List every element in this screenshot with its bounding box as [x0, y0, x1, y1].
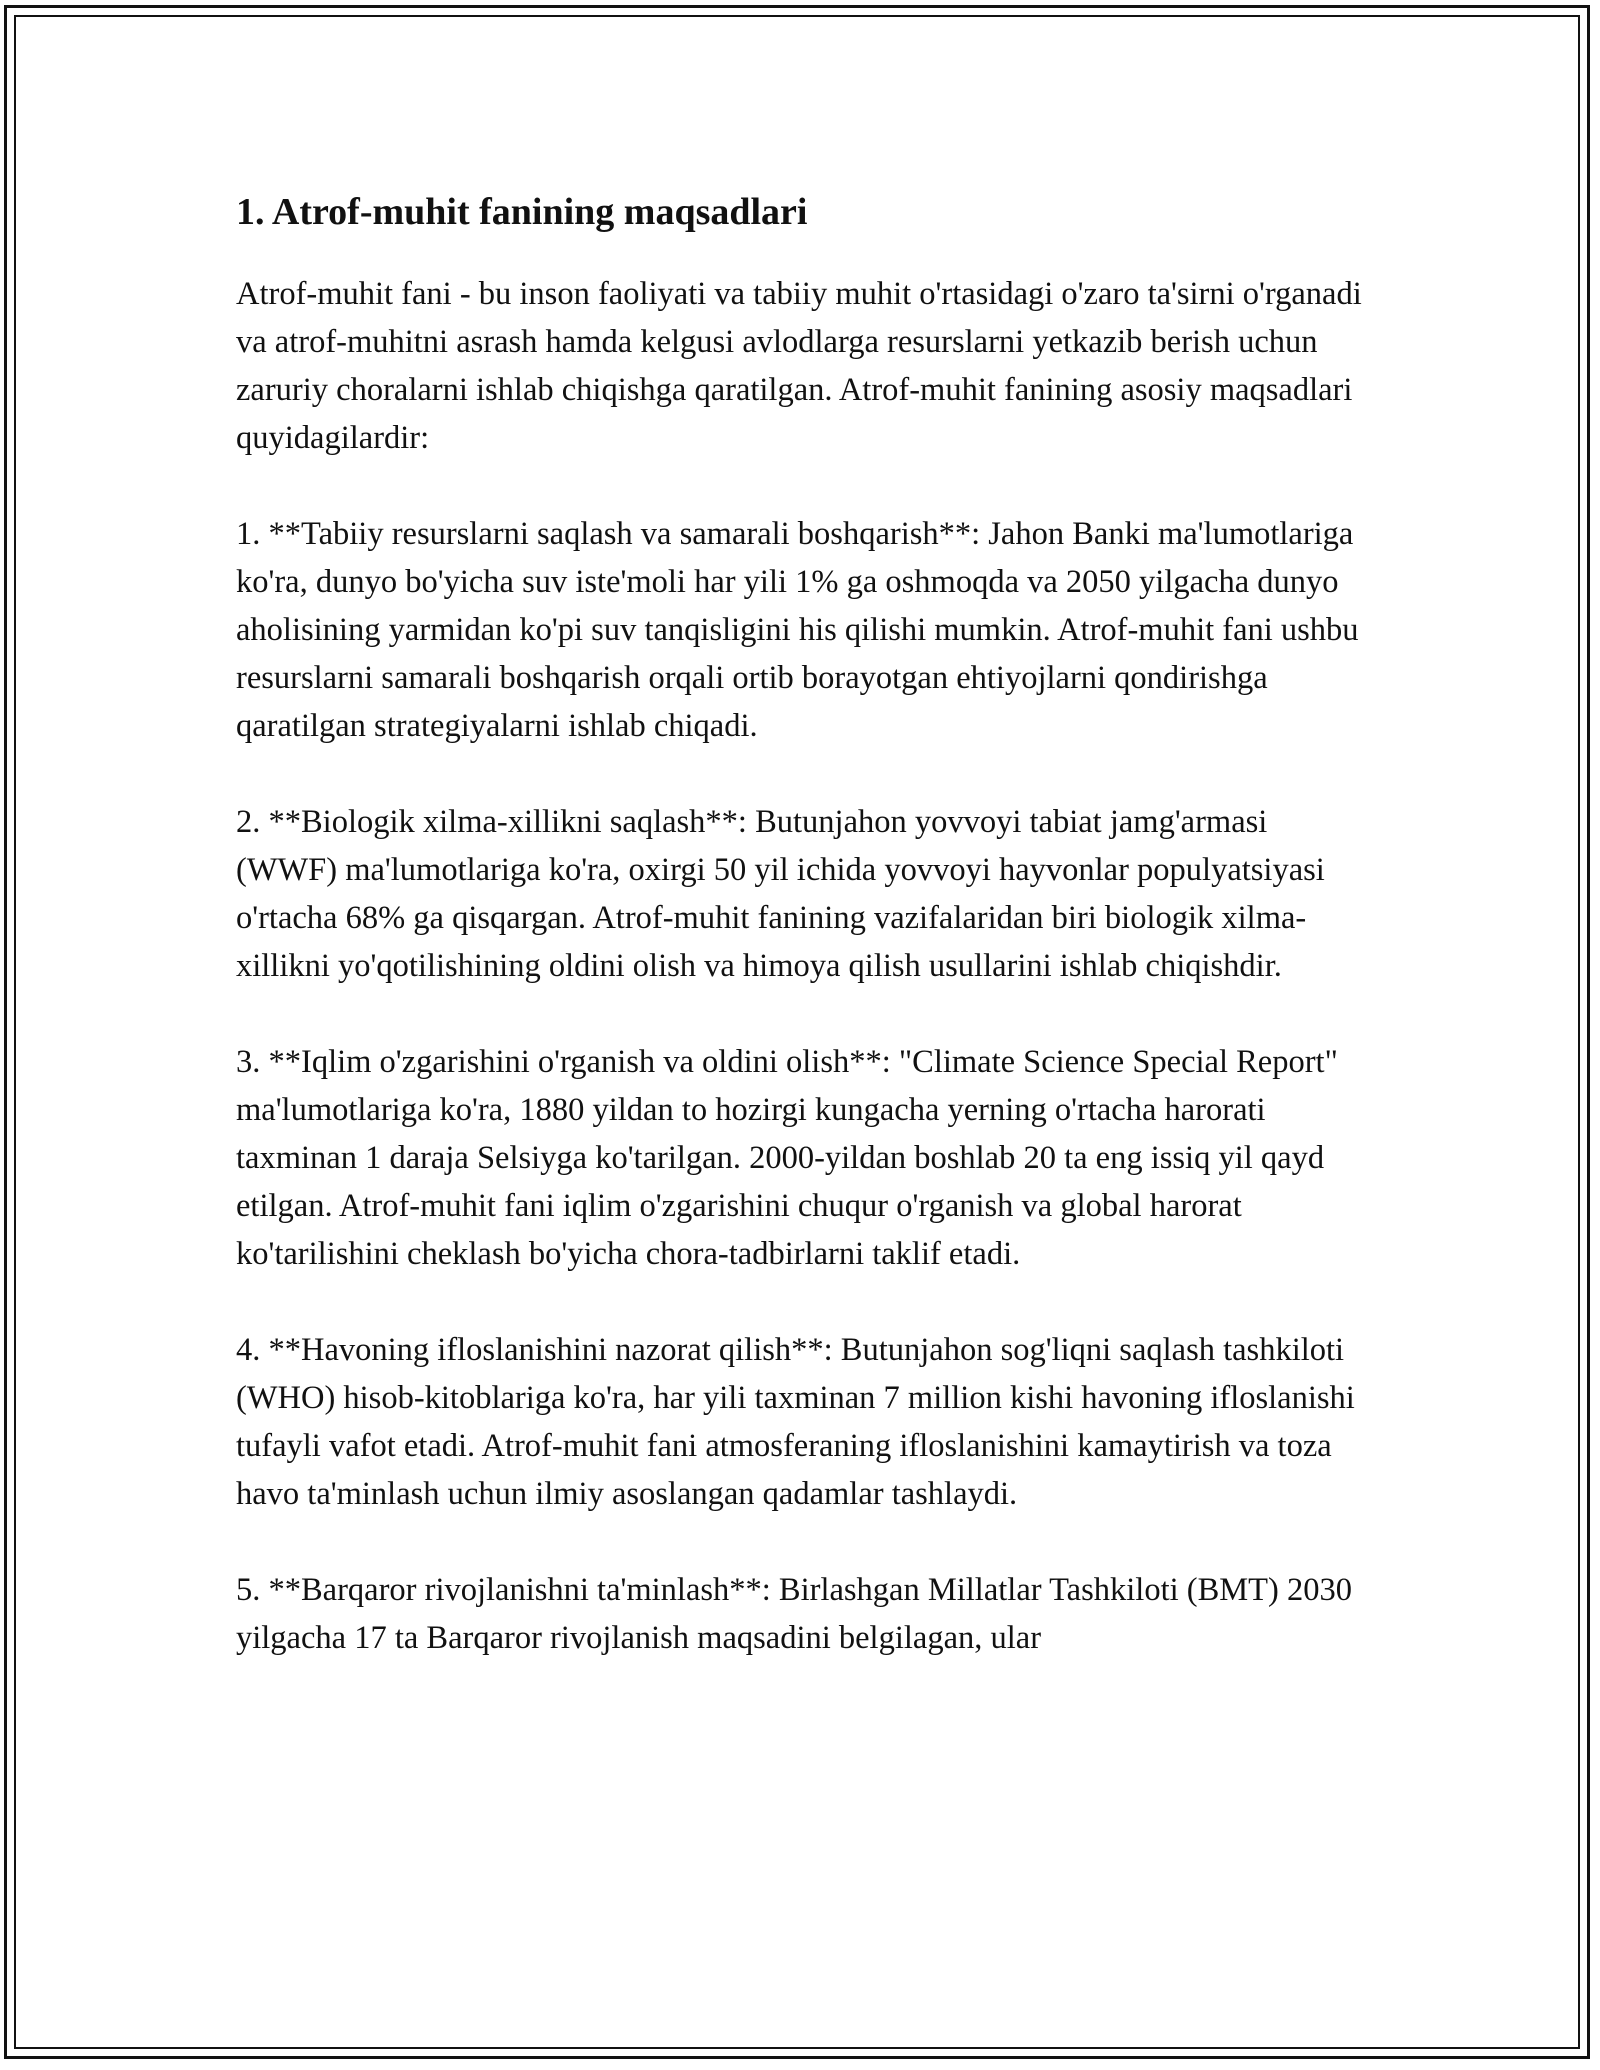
list-item-air-pollution: 4. **Havoning ifloslanishini nazorat qilish**: Butunjahon sog'liqni saqlash tashkiloti (WHO) hisob-kitoblariga ko'ra, har yili taxminan 7 million kishi havoning ifloslanishi tufayli vafot etadi. Atrof-muhit fani atmosferaning ifloslanishini kamaytirish va toza havo ta'minlash uchun ilmiy asoslangan qadamlar tashlaydi. [236, 1331, 1355, 1512]
list-item-natural-resources: 1. **Tabiiy resurslarni saqlash va samarali boshqarish**: Jahon Banki ma'lumotlariga ko'ra, dunyo bo'yicha suv iste'moli har yili 1% ga oshmoqda va 2050 yilgacha dunyo aholisining yarmidan ko'pi suv tanqisligini his qilishi mumkin. Atrof-muhit fani ushbu resurslarni samarali boshqarish orqali ortib borayotgan ehtiyojlarni qondirishga qaratilgan strategiyalarni ishlab chiqadi. [236, 515, 1359, 744]
list-item-biodiversity: 2. **Biologik xilma-xillikni saqlash**: Butunjahon yovvoyi tabiat jamg'armasi (WWF) ma'lumotlariga ko'ra, oxirgi 50 yil ichida yovvoyi hayvonlar populyatsiyasi o'rtacha 68% ga qisqargan. Atrof-muhit fanining vazifalaridan biri biologik xilma-xillikni yo'qotilishining oldini olish va himoya qilish usullarini ishlab chiqishdir. [236, 803, 1325, 984]
document-body [236, 190, 1366, 1710]
document-title: 1. Atrof-muhit fanining maqsadlari [236, 191, 808, 233]
list-item-sustainable-development: 5. **Barqaror rivojlanishni ta'minlash**: Birlashgan Millatlar Tashkiloti (BMT) 2030 yilgacha 17 ta Barqaror rivojlanish maqsadini belgilagan, ular [236, 1571, 1352, 1656]
list-item-climate-change: 3. **Iqlim o'zgarishini o'rganish va oldini olish**: "Climate Science Special Report" ma'lumotlariga ko'ra, 1880 yildan to hozirgi kungacha yerning o'rtacha harorati taxminan 1 daraja Selsiyga ko'tarilgan. 2000-yildan boshlab 20 ta eng issiq yil qayd etilgan. Atrof-muhit fani iqlim o'zgarishini chuqur o'rganish va global harorat ko'tarilishini cheklash bo'yicha chora-tadbirlarni taklif etadi. [236, 1043, 1338, 1272]
intro-paragraph: Atrof-muhit fani - bu inson faoliyati va tabiiy muhit o'rtasidagi o'zaro ta'sirni o'rganadi va atrof-muhitni asrash hamda kelgusi avlodlarga resurslarni yetkazib berish uchun zaruriy choralarni ishlab chiqishga qaratilgan. Atrof-muhit fanining asosiy maqsadlari quyidagilardir: [236, 275, 1362, 456]
